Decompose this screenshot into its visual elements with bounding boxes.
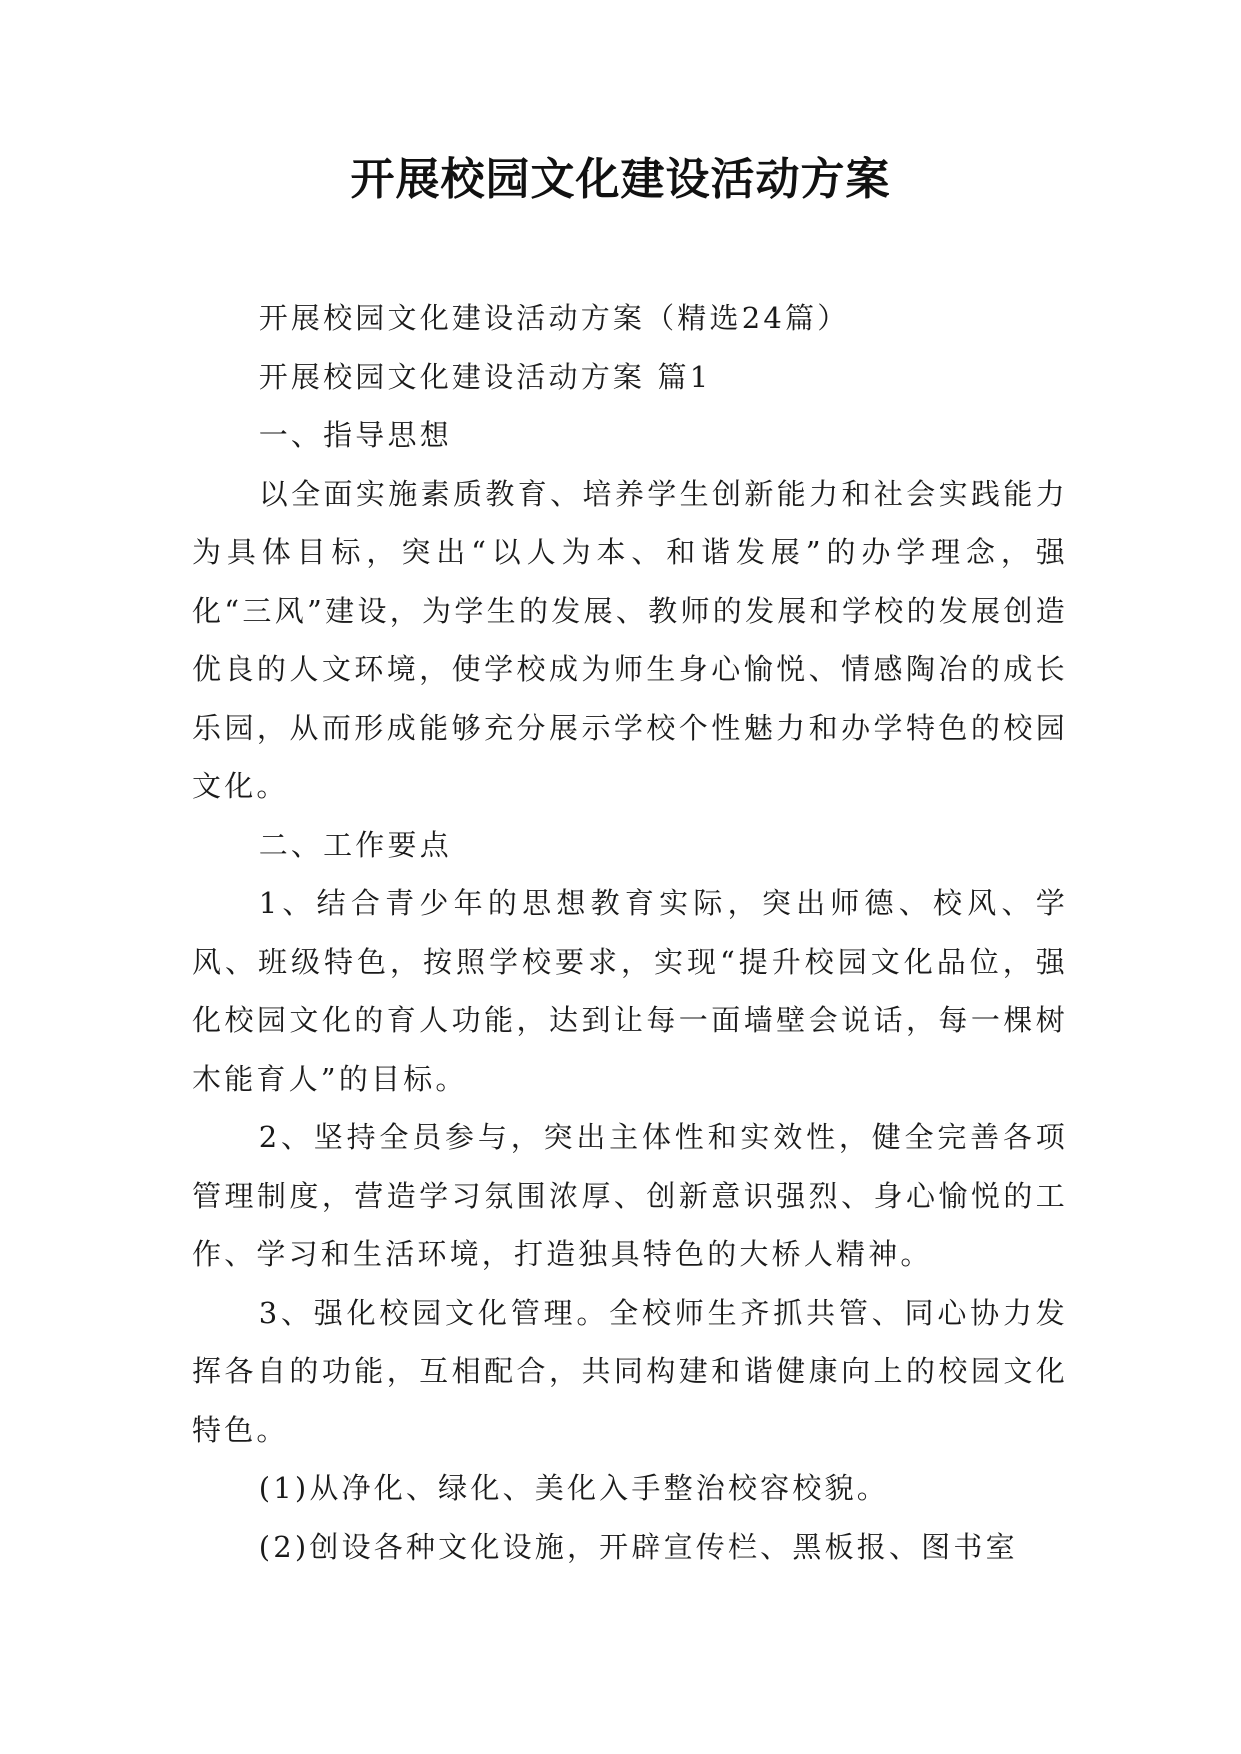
document-body bbox=[192, 289, 1068, 1576]
paragraph-subtitle: 开展校园文化建设活动方案（精选24篇） bbox=[258, 301, 850, 335]
document-title: 开展校园文化建设活动方案 bbox=[350, 154, 891, 205]
paragraph-heading-work-points: 二、工作要点 bbox=[258, 827, 452, 862]
paragraph-sub-point-1: (1)从净化、绿化、美化入手整治校容校貌。 bbox=[258, 1471, 889, 1505]
paragraph-guiding-thought: 以全面实施素质教育、培养学生创新能力和社会实践能力为具体目标，突出“以人为本、和谐发展”的办学理念，强化“三风”建设，为学生的发展、教师的发展和学校的发展创造优良的人文环境，使学校成为师生身心愉悦、情感陶冶的成长乐园，从而形成能够充分展示学校个性魅力和办学特色的校园文化。 bbox=[192, 476, 1068, 803]
paragraph-section-heading: 开展校园文化建设活动方案 篇1 bbox=[258, 359, 712, 394]
paragraph-heading-guiding-thought: 一、指导思想 bbox=[258, 418, 452, 452]
paragraph-point-1: 1、结合青少年的思想教育实际，突出师德、校风、学风、班级特色，按照学校要求，实现“提升校园文化品位，强化校园文化的育人功能，达到让每一面墙壁会说话，每一棵树木能育人”的目标。 bbox=[192, 886, 1068, 1096]
paragraph-point-3: 3、强化校园文化管理。全校师生齐抓共管、同心协力发挥各自的功能，互相配合，共同构建和谐健康向上的校园文化特色。 bbox=[192, 1295, 1068, 1447]
paragraph-point-2: 2、坚持全员参与，突出主体性和实效性，健全完善各项管理制度，营造学习氛围浓厚、创新意识强烈、身心愉悦的工作、学习和生活环境，打造独具特色的大桥人精神。 bbox=[192, 1120, 1068, 1271]
paragraph-sub-point-2: (2)创设各种文化设施，开辟宣传栏、黑板报、图书室 bbox=[258, 1529, 1018, 1564]
